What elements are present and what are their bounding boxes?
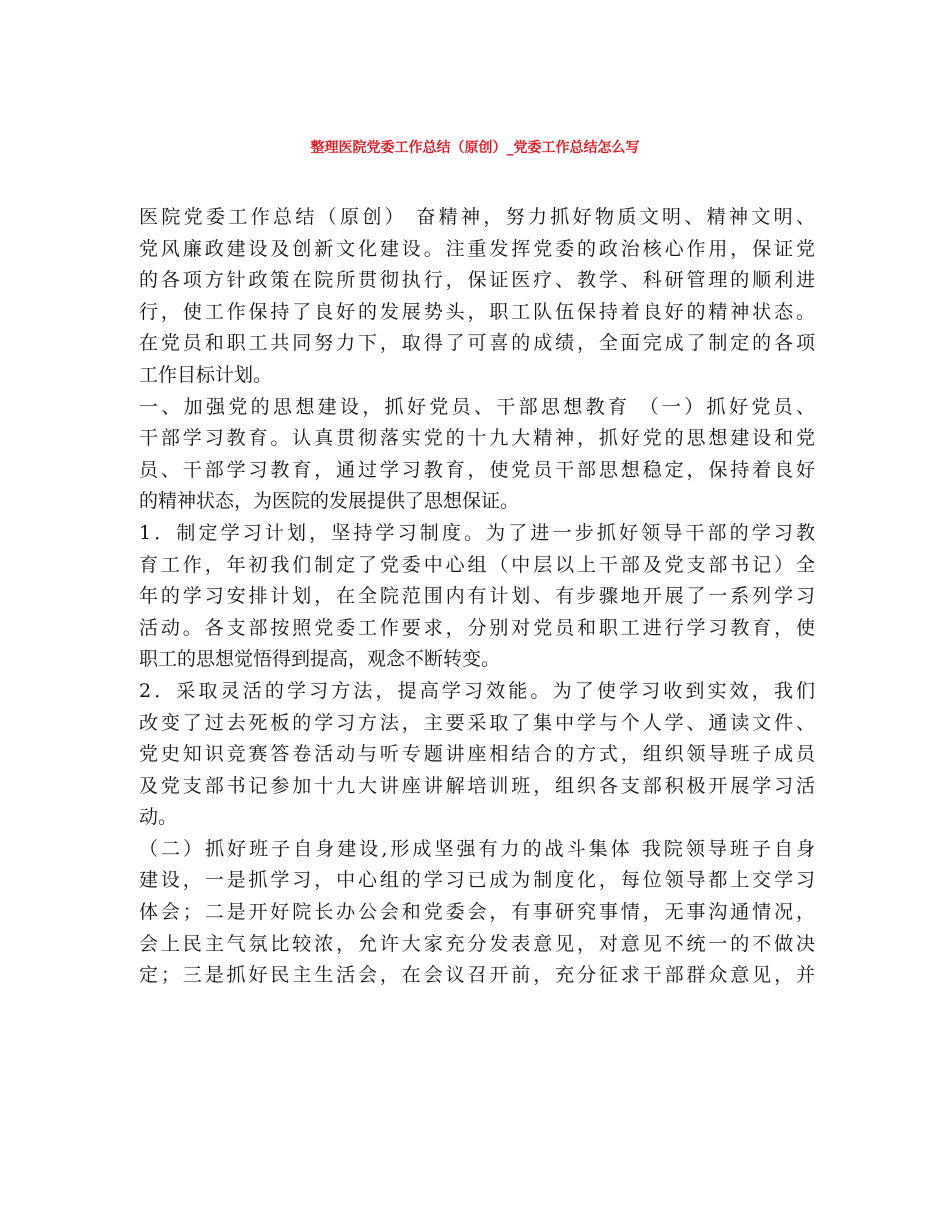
text-line: 医院党委工作总结（原创） 奋精神，努力抓好物质文明、精神文明、 xyxy=(139,206,815,228)
text-line: 改变了过去死板的学习方法，主要采取了集中学与个人学、通读文件、 xyxy=(139,711,815,734)
text-line: 体会；二是开好院长办公会和党委会，有事研究事情，无事沟通情况， xyxy=(139,901,815,924)
text-line: 党史知识竞赛答卷活动与听专题讲座相结合的方式，组织领导班子成员 xyxy=(139,743,815,766)
text-line: 的精神状态，为医院的发展提供了思想保证。 xyxy=(139,490,520,513)
text-line: 干部学习教育。认真贯彻落实党的十九大精神，抓好党的思想建设和党 xyxy=(139,427,815,450)
text-line: 一、加强党的思想建设，抓好党员、干部思想教育 （一）抓好党员、 xyxy=(139,395,815,418)
text-line: 活动。各支部按照党委工作要求，分别对党员和职工进行学习教育，使 xyxy=(139,616,815,639)
text-line: 2．采取灵活的学习方法，提高学习效能。为了使学习收到实效，我们 xyxy=(139,679,815,702)
text-line: 员、干部学习教育，通过学习教育，使党员干部思想稳定，保持着良好 xyxy=(139,458,815,481)
text-line: 动。 xyxy=(139,806,178,829)
text-line: 行，使工作保持了良好的发展势头，职工队伍保持着良好的精神状态。 xyxy=(139,300,815,323)
text-line: 1．制定学习计划，坚持学习制度。为了进一步抓好领导干部的学习教 xyxy=(139,521,815,544)
text-line: 育工作，年初我们制定了党委中心组（中层以上干部及党支部书记）全 xyxy=(139,553,815,576)
document-body xyxy=(139,202,815,992)
text-line: 会上民主气氛比较浓，允许大家充分发表意见，对意见不统一的不做决 xyxy=(139,932,815,955)
text-line: 建设，一是抓学习，中心组的学习已成为制度化，每位领导都上交学习 xyxy=(139,869,815,892)
text-line: 及党支部书记参加十九大讲座讲解培训班，组织各支部积极开展学习活 xyxy=(139,774,815,797)
text-line: 党风廉政建设及创新文化建设。注重发挥党委的政治核心作用，保证党 xyxy=(139,237,815,260)
text-line: 工作目标计划。 xyxy=(139,363,273,386)
text-line: 在党员和职工共同努力下，取得了可喜的成绩，全面完成了制定的各项 xyxy=(139,332,815,355)
text-line: 职工的思想觉悟得到提高，观念不断转变。 xyxy=(139,648,501,671)
text-line: 年的学习安排计划，在全院范围内有计划、有步骤地开展了一系列学习 xyxy=(139,585,815,608)
text-line: 定；三是抓好民主生活会，在会议召开前，充分征求干部群众意见，并 xyxy=(139,964,815,987)
document-title: 整理医院党委工作总结（原创）_党委工作总结怎么写 xyxy=(310,140,640,156)
text-line: 的各项方针政策在院所贯彻执行，保证医疗、教学、科研管理的顺利进 xyxy=(139,269,815,292)
text-line: （二）抓好班子自身建设,形成坚强有力的战斗集体 我院领导班子自身 xyxy=(139,837,815,860)
